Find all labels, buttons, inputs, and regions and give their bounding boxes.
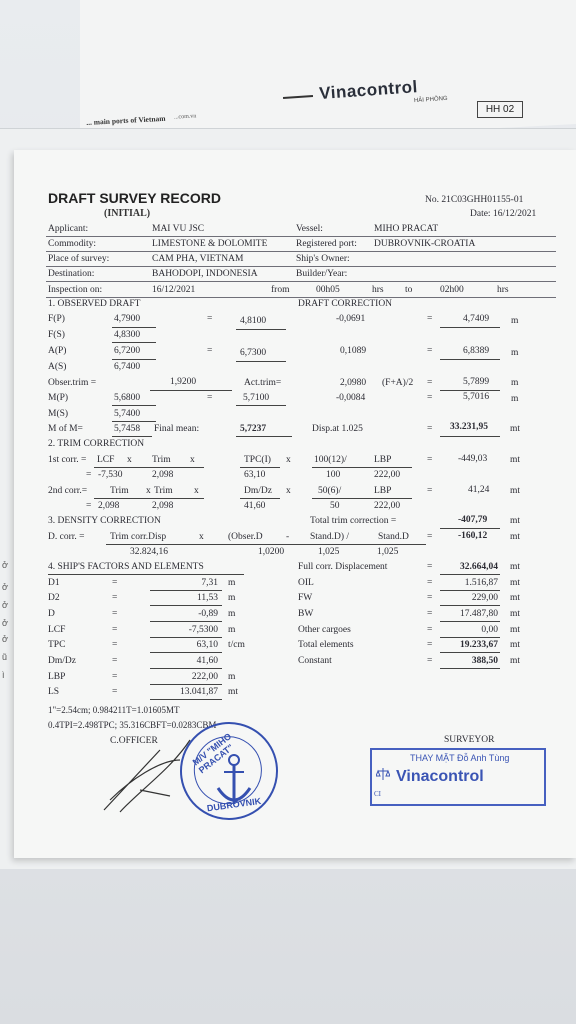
place-label: Place of survey: [48, 254, 110, 264]
lbp-label: LBP [374, 455, 392, 465]
displacement-value: 229,00 [471, 593, 498, 603]
final-mean-value: 5,7237 [240, 424, 267, 434]
first-corr-result: -449,03 [458, 454, 488, 464]
unit-mt: mt [510, 593, 521, 603]
underline [440, 590, 500, 591]
factor-value: -7,5300 [188, 625, 218, 635]
fs-value: 4,8300 [114, 330, 141, 340]
obser-d-value: 1,0200 [258, 547, 285, 557]
times: x [286, 455, 291, 465]
displacement-value: 1.516,87 [464, 578, 498, 588]
mp-label: M(P) [48, 393, 69, 403]
destination-label: Destination: [48, 269, 95, 279]
unit-mt: mt [510, 578, 521, 588]
second-corr-label: 2nd corr.= [48, 486, 88, 496]
obser-trim-value: 1,9200 [170, 377, 197, 387]
eq-sign: = [427, 455, 433, 465]
underline [236, 361, 286, 362]
obser-trim-label: Obser.trim = [48, 378, 97, 388]
fifty-6: 50(6)/ [318, 486, 342, 496]
unit-mt: mt [510, 516, 521, 526]
vinacontrol-stamp [370, 748, 546, 806]
eq-sign: = [427, 424, 433, 434]
eq-sign: = [112, 656, 118, 666]
m-correction: -0,0084 [336, 393, 366, 403]
underline [150, 605, 222, 606]
a-correction: 0,1089 [340, 346, 367, 356]
factor-value: 63,10 [196, 640, 218, 650]
inspection-value: 16/12/2021 [152, 285, 196, 295]
to-label: to [405, 285, 413, 295]
stand-d-label-2: Stand.D [378, 532, 409, 542]
dmdz-value: 41,60 [244, 501, 266, 511]
first-corr-label: 1st corr. = [48, 455, 87, 465]
lcf-label: LCF [97, 455, 115, 465]
displacement-label: Other cargoes [298, 625, 351, 635]
document-date: Date: 16/12/2021 [470, 209, 537, 219]
unit-mt: mt [510, 640, 521, 650]
underline [112, 359, 156, 360]
vinacontrol-logo: Vinacontrol [396, 768, 484, 785]
times: x [190, 455, 195, 465]
underline [112, 327, 156, 328]
eq-sign: = [427, 640, 433, 650]
eq-sign: = [427, 378, 433, 388]
stamp-ci: CI [374, 790, 381, 798]
stand-d-value-2: 1,025 [377, 547, 399, 557]
factor-label: LCF [48, 625, 66, 635]
total-trim-label: Total trim correction = [310, 516, 397, 526]
from-time: 00h05 [316, 285, 340, 295]
conversion-2: 0.4TPI=2.498TPC; 35.316CBFT=0.0283CBM [48, 720, 217, 730]
displacement-label: Full corr. Displacement [298, 562, 388, 572]
trim-label: Trim [152, 455, 171, 465]
eq-sign: = [207, 346, 213, 356]
ms-label: M(S) [48, 409, 69, 419]
trim-value: 2,098 [152, 470, 174, 480]
unit-mt: mt [510, 625, 521, 635]
trim-heading: 2. TRIM CORRECTION [48, 439, 145, 449]
underline [106, 544, 426, 545]
unit-mt: mt [510, 656, 521, 666]
trim-value-3: 2,098 [152, 501, 174, 511]
underline [236, 405, 286, 406]
eq-sign: = [207, 393, 213, 403]
dmdz-label: Dm/Dz [244, 486, 272, 496]
fs-label: F(S) [48, 330, 65, 340]
commodity-label: Commodity: [48, 239, 97, 249]
eq-sign: = [427, 346, 433, 356]
port-label: Registered port: [296, 239, 357, 249]
eq-sign: = [86, 470, 92, 480]
row-line [46, 251, 556, 252]
underline [112, 421, 156, 422]
factor-label: D [48, 609, 55, 619]
underline [112, 342, 156, 343]
underline [94, 498, 204, 499]
ms-value: 5,7400 [114, 409, 141, 419]
act-trim-value: 2,0980 [340, 378, 367, 388]
lbp-value: 222,00 [374, 470, 401, 480]
unit-mt: mt [510, 532, 521, 542]
applicant-label: Applicant: [48, 224, 89, 234]
unit-m: m [511, 316, 519, 326]
owner-label: Ship's Owner: [296, 254, 350, 264]
fifty: 50 [330, 501, 340, 511]
density-result: -160,12 [458, 531, 488, 541]
factor-value: -0,89 [198, 609, 218, 619]
factor-label: D2 [48, 593, 60, 603]
m-corrected: 5,7016 [463, 392, 490, 402]
stamp-bottom-text: DUBROVNIK [206, 795, 262, 814]
minus: - [286, 532, 290, 542]
underline [150, 621, 222, 622]
brand-subtitle: HẢI PHÒNG [413, 95, 448, 105]
trim-corr-disp-label: Trim corr.Disp [110, 532, 167, 542]
underline [312, 498, 412, 499]
displacement-value: 32.664,04 [460, 562, 498, 572]
factor-label: TPC [48, 640, 66, 650]
unit-mt: mt [510, 486, 521, 496]
factor-label: D1 [48, 578, 60, 588]
eq-sign: = [86, 501, 92, 511]
underline [236, 329, 286, 330]
underline [240, 498, 280, 499]
disp-value: 33.231,95 [450, 422, 488, 432]
eq-sign: = [112, 687, 118, 697]
hrs-label: hrs [497, 285, 509, 295]
displacement-label: BW [298, 609, 314, 619]
port-value: DUBROVNIK-CROATIA [374, 239, 476, 249]
destination-value: BAHODOPI, INDONESIA [152, 269, 258, 279]
density-heading: 3. DENSITY CORRECTION [48, 516, 161, 526]
f-correction: -0,0691 [336, 314, 366, 324]
vessel-value: MIHO PRACAT [374, 224, 439, 234]
place-value: CAM PHA, VIETNAM [152, 254, 244, 264]
a-mean-value: 6,7300 [240, 348, 267, 358]
hundred: 100 [326, 470, 341, 480]
unit-mt: mt [510, 609, 521, 619]
mom-label: M of M= [48, 424, 83, 434]
stamp-thay-text: THAY MẶT Đỗ Anh Tùng [410, 753, 510, 763]
lbp-value: 222,00 [374, 501, 401, 511]
underline [440, 390, 500, 391]
row-line [46, 281, 556, 282]
mp-value: 5,6800 [114, 393, 141, 403]
underline [150, 668, 222, 669]
underline [440, 605, 500, 606]
total-trim-value: -407,79 [458, 515, 488, 525]
commodity-value: LIMESTONE & DOLOMITE [152, 239, 268, 249]
url-fragment: ...com.vn [173, 113, 197, 121]
displacement-value: 0,00 [481, 625, 498, 635]
ap-label: A(P) [48, 346, 67, 356]
a-corrected: 6,8389 [463, 346, 490, 356]
underline [112, 405, 156, 406]
main-ports-text: ... main ports of Vietnam [86, 113, 166, 127]
displacement-value: 17.487,80 [460, 609, 498, 619]
m-mean-value: 5,7100 [243, 393, 270, 403]
underline [150, 699, 222, 700]
builder-label: Builder/Year: [296, 269, 348, 279]
f-corrected: 4,7409 [463, 314, 490, 324]
eq-sign: = [112, 640, 118, 650]
unit-mt: mt [510, 562, 521, 572]
to-time: 02h00 [440, 285, 464, 295]
factor-unit: m [228, 672, 236, 682]
act-trim-label: Act.trim= [244, 378, 282, 388]
stamp-top-text: M/V "MIHO PRACAT" [190, 731, 236, 776]
unit-m: m [511, 378, 519, 388]
fp-label: F(P) [48, 314, 65, 324]
surveyor-label: SURVEYOR [444, 735, 495, 745]
eq-sign: = [112, 578, 118, 588]
trim-label: Trim [110, 486, 129, 496]
trim-value-2: 2,098 [98, 501, 120, 511]
eq-sign: = [427, 562, 433, 572]
correction-heading: DRAFT CORRECTION [298, 299, 393, 309]
underline [440, 327, 500, 328]
brand-logo: Vinacontrol [318, 77, 419, 104]
eq-sign: = [112, 672, 118, 682]
hrs-label: hrs [372, 285, 384, 295]
inspection-label: Inspection on: [48, 285, 103, 295]
displacement-label: Total elements [298, 640, 354, 650]
underline [440, 359, 500, 360]
underline [440, 436, 500, 437]
times: x [194, 486, 199, 496]
factor-unit: m [228, 578, 236, 588]
factor-label: Dm/Dz [48, 656, 76, 666]
observed-heading: 1. OBSERVED DRAFT [48, 299, 141, 309]
underline [150, 637, 222, 638]
left-edge-fragments: ở ở ở ở ở ũ ì [2, 560, 8, 680]
displacement-label: OIL [298, 578, 314, 588]
underline [150, 652, 222, 653]
eq-sign: = [427, 593, 433, 603]
stand-d-value: 1,025 [318, 547, 340, 557]
unit-mt: mt [510, 424, 521, 434]
eq-sign: = [112, 593, 118, 603]
unit-m: m [511, 348, 519, 358]
factor-label: LBP [48, 672, 66, 682]
tpc-label: TPC(I) [244, 455, 271, 465]
factor-value: 222,00 [191, 672, 218, 682]
eq-sign: = [427, 314, 433, 324]
factor-value: 41,60 [196, 656, 218, 666]
eq-sign: = [427, 625, 433, 635]
eq-sign: = [112, 609, 118, 619]
eq-sign: = [427, 486, 433, 496]
eq-sign: = [112, 625, 118, 635]
hundred-12: 100(12)/ [314, 455, 347, 465]
underline [150, 684, 222, 685]
document-number: No. 21C03GHH01155-01 [425, 195, 524, 205]
conversion-1: 1"=2.54cm; 0.984211T=1.01605MT [48, 705, 180, 715]
stand-d-label: Stand.D) / [310, 532, 350, 542]
row-line [46, 297, 556, 298]
underline [312, 467, 412, 468]
eq-sign: = [427, 578, 433, 588]
f-mean-value: 4,8100 [240, 316, 267, 326]
scales-icon [376, 767, 390, 781]
from-label: from [271, 285, 290, 295]
displacement-value: 19.233,67 [460, 640, 498, 650]
document-title: DRAFT SURVEY RECORD [48, 190, 221, 206]
lcf-value: -7,530 [98, 470, 123, 480]
disp-label: Disp.at 1.025 [312, 424, 363, 434]
row-line [46, 266, 556, 267]
times: x [127, 455, 132, 465]
underline [48, 574, 244, 575]
disp-value-2: 32.824,16 [130, 547, 168, 557]
underline [150, 590, 222, 591]
eq-sign: = [427, 656, 433, 666]
as-value: 6,7400 [114, 362, 141, 372]
dcorr-label: D. corr. = [48, 532, 85, 542]
fp-value: 4,7900 [114, 314, 141, 324]
obser-d-label: (Obser.D [228, 532, 263, 542]
underline [236, 436, 292, 437]
vessel-label: Vessel: [296, 224, 323, 234]
row-line [46, 236, 556, 237]
factor-unit: mt [228, 687, 239, 697]
eq-sign: = [427, 393, 433, 403]
displacement-value: 388,50 [471, 656, 498, 666]
factor-value: 7,31 [201, 578, 218, 588]
factor-unit: m [228, 593, 236, 603]
eq-sign: = [427, 532, 433, 542]
factors-heading: 4. SHIP'S FACTORS AND ELEMENTS [48, 562, 204, 572]
factor-value: 13.041,87 [180, 687, 218, 697]
underline [112, 436, 152, 437]
factor-unit: t/cm [228, 640, 245, 650]
displacement-label: Constant [298, 656, 332, 666]
factor-unit: m [228, 609, 236, 619]
factor-unit: m [228, 625, 236, 635]
underline [440, 574, 500, 575]
underline [440, 621, 500, 622]
tpc-value: 63,10 [244, 470, 266, 480]
fa-label: (F+A)/2 [382, 378, 414, 388]
mom-value: 5,7458 [114, 424, 141, 434]
second-corr-result: 41,24 [468, 485, 490, 495]
underline [440, 528, 500, 529]
underline [150, 390, 232, 391]
officer-label: C.OFFICER [110, 736, 158, 746]
eq-sign: = [207, 314, 213, 324]
lbp-label: LBP [374, 486, 392, 496]
factor-label: LS [48, 687, 60, 697]
underline [440, 637, 500, 638]
underline [240, 467, 280, 468]
applicant-value: MAI VU JSC [152, 224, 205, 234]
as-label: A(S) [48, 362, 67, 372]
ap-value: 6,7200 [114, 346, 141, 356]
eq-sign: = [427, 609, 433, 619]
underline [440, 668, 500, 669]
document-subtitle: (INITIAL) [104, 208, 151, 219]
underline [94, 467, 204, 468]
unit-mt: mt [510, 455, 521, 465]
unit-m: m [511, 394, 519, 404]
fa-result: 5,7899 [463, 377, 490, 387]
final-mean-label: Final mean: [154, 424, 200, 434]
anchor-icon [214, 752, 254, 812]
trim-label: Trim [154, 486, 173, 496]
factor-value: 11,53 [196, 593, 218, 603]
times: x [199, 532, 204, 542]
underline [440, 652, 500, 653]
times: x [146, 486, 151, 496]
displacement-label: FW [298, 593, 313, 603]
form-code-box: HH 02 [477, 101, 523, 118]
times: x [286, 486, 291, 496]
